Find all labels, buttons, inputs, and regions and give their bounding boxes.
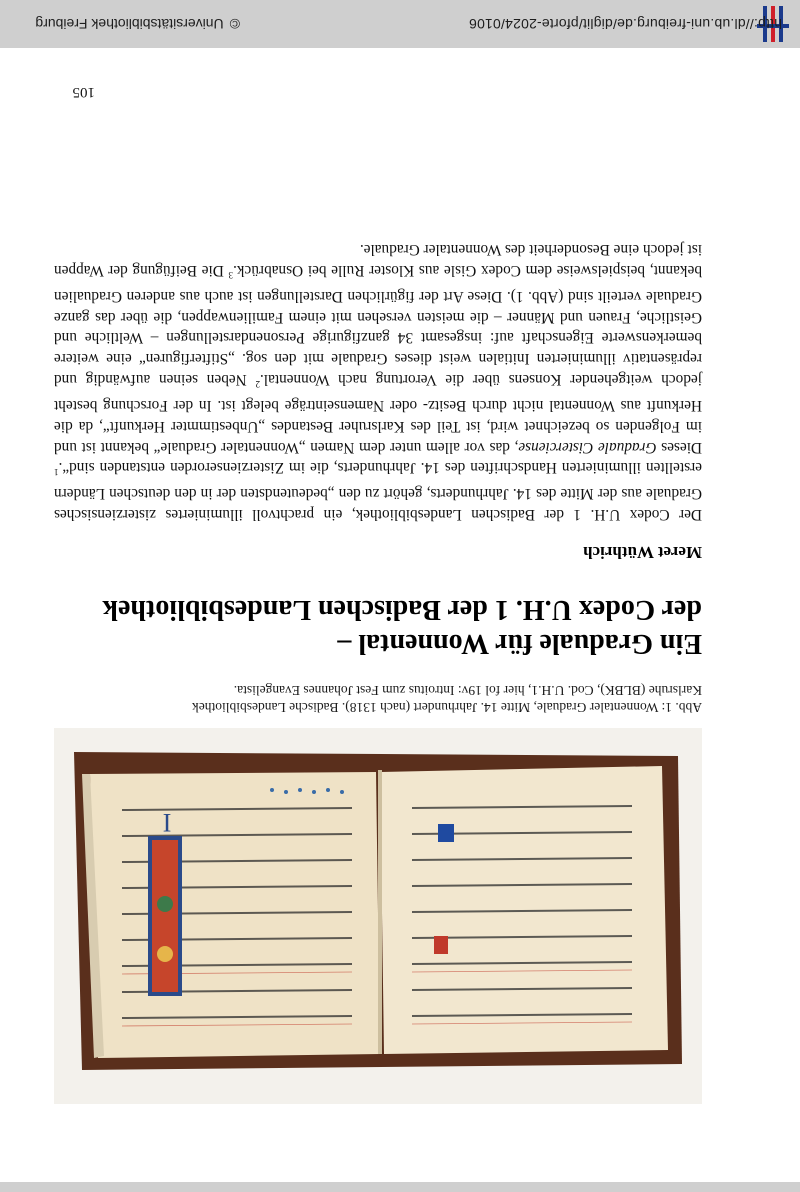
copyright-notice	[35, 16, 240, 32]
source-url-link[interactable]: http://dl.ub.uni-freiburg.de/diglit/pforte-2024/0106	[468, 16, 782, 32]
body-text: Der Codex U.H. 1 der Badischen Landesbibliothek, ein prachtvoll illuminiertes zisterziensisches Graduale aus der Mitte des 14. Jahrhunderts, gehört zu den „bedeutendsten der in den deutschen Ländern erstellten illuminierten Handschriften des 14. Jahrhunderts, die im Zisterzienserorden entstanden sind“.	[54, 459, 702, 523]
body-text: , das vor allem unter dem Namen „Wonnentaler Graduale“ bekannt ist und im Folgenden so bezeichnet wird, ist Teil des Karlsruher Bestandes „Unbestimmter Herkunft“, da die Herkunft aus Wonnental nicht durch Besitz- oder Namenseinträge belegt ist. In der Forschung besteht jedoch weitgehender Konsens über die Verortung nach Wonnental.	[54, 371, 702, 456]
copyright-text: Universitätsbibliothek Freiburg	[35, 16, 224, 32]
caption-line: Karlsruhe (BLBK), Cod. U.H.1, hier fol 19v: Introitus zum Fest Johannes Evangelista.	[233, 683, 702, 698]
article-title	[62, 592, 702, 660]
manuscript-photo	[54, 728, 702, 1104]
footnote-ref: 3	[228, 270, 234, 281]
figure-caption	[102, 682, 702, 716]
body-text: Die Beifügung der Wappen ist jedoch eine Besonderheit des Wonnentaler Graduale.	[54, 241, 702, 279]
top-toolbar-band	[0, 1182, 800, 1192]
svg-text:I: I	[162, 808, 172, 837]
article-body	[54, 238, 702, 524]
footnote-ref: 2	[255, 379, 260, 390]
copyright-icon: ©	[229, 16, 240, 32]
body-text: Dieses	[656, 438, 702, 456]
body-italic: Graduale Cisterciense	[518, 438, 657, 456]
page-number: 105	[72, 84, 95, 100]
title-line: der Codex U.H. 1 der Badischen Landesbibliothek	[102, 594, 702, 625]
footnote-ref: 1	[54, 467, 59, 478]
body-text: Neben seinen aufwändig und repräsentativ illuminierten Initialen weist dieses Graduale mit den sog. „Stifterfiguren“ eine weitere bemerkenswerte Eigenschaft auf: insgesamt 34 ganzfigurige Personendarstellungen – Weltliche und Geistliche, Frauen und Männer – die meisten versehen mit einem Familienwappen, die über das ganze Graduale verteilt sind (Abb. 1). Diese Art der figürlichen Darstellungen ist auch aus anderen Gradualien bekannt, beispielsweise dem Codex Gisle aus Kloster Rulle bei Osnabrück.	[53, 261, 702, 389]
article-author: Meret Wüthrich	[583, 543, 702, 562]
caption-line: Abb. 1: Wonnentaler Graduale, Mitte 14. Jahrhundert (nach 1318). Badische Landesbibliothek	[191, 700, 702, 715]
title-line: Ein Graduale für Wonnental –	[337, 628, 702, 659]
